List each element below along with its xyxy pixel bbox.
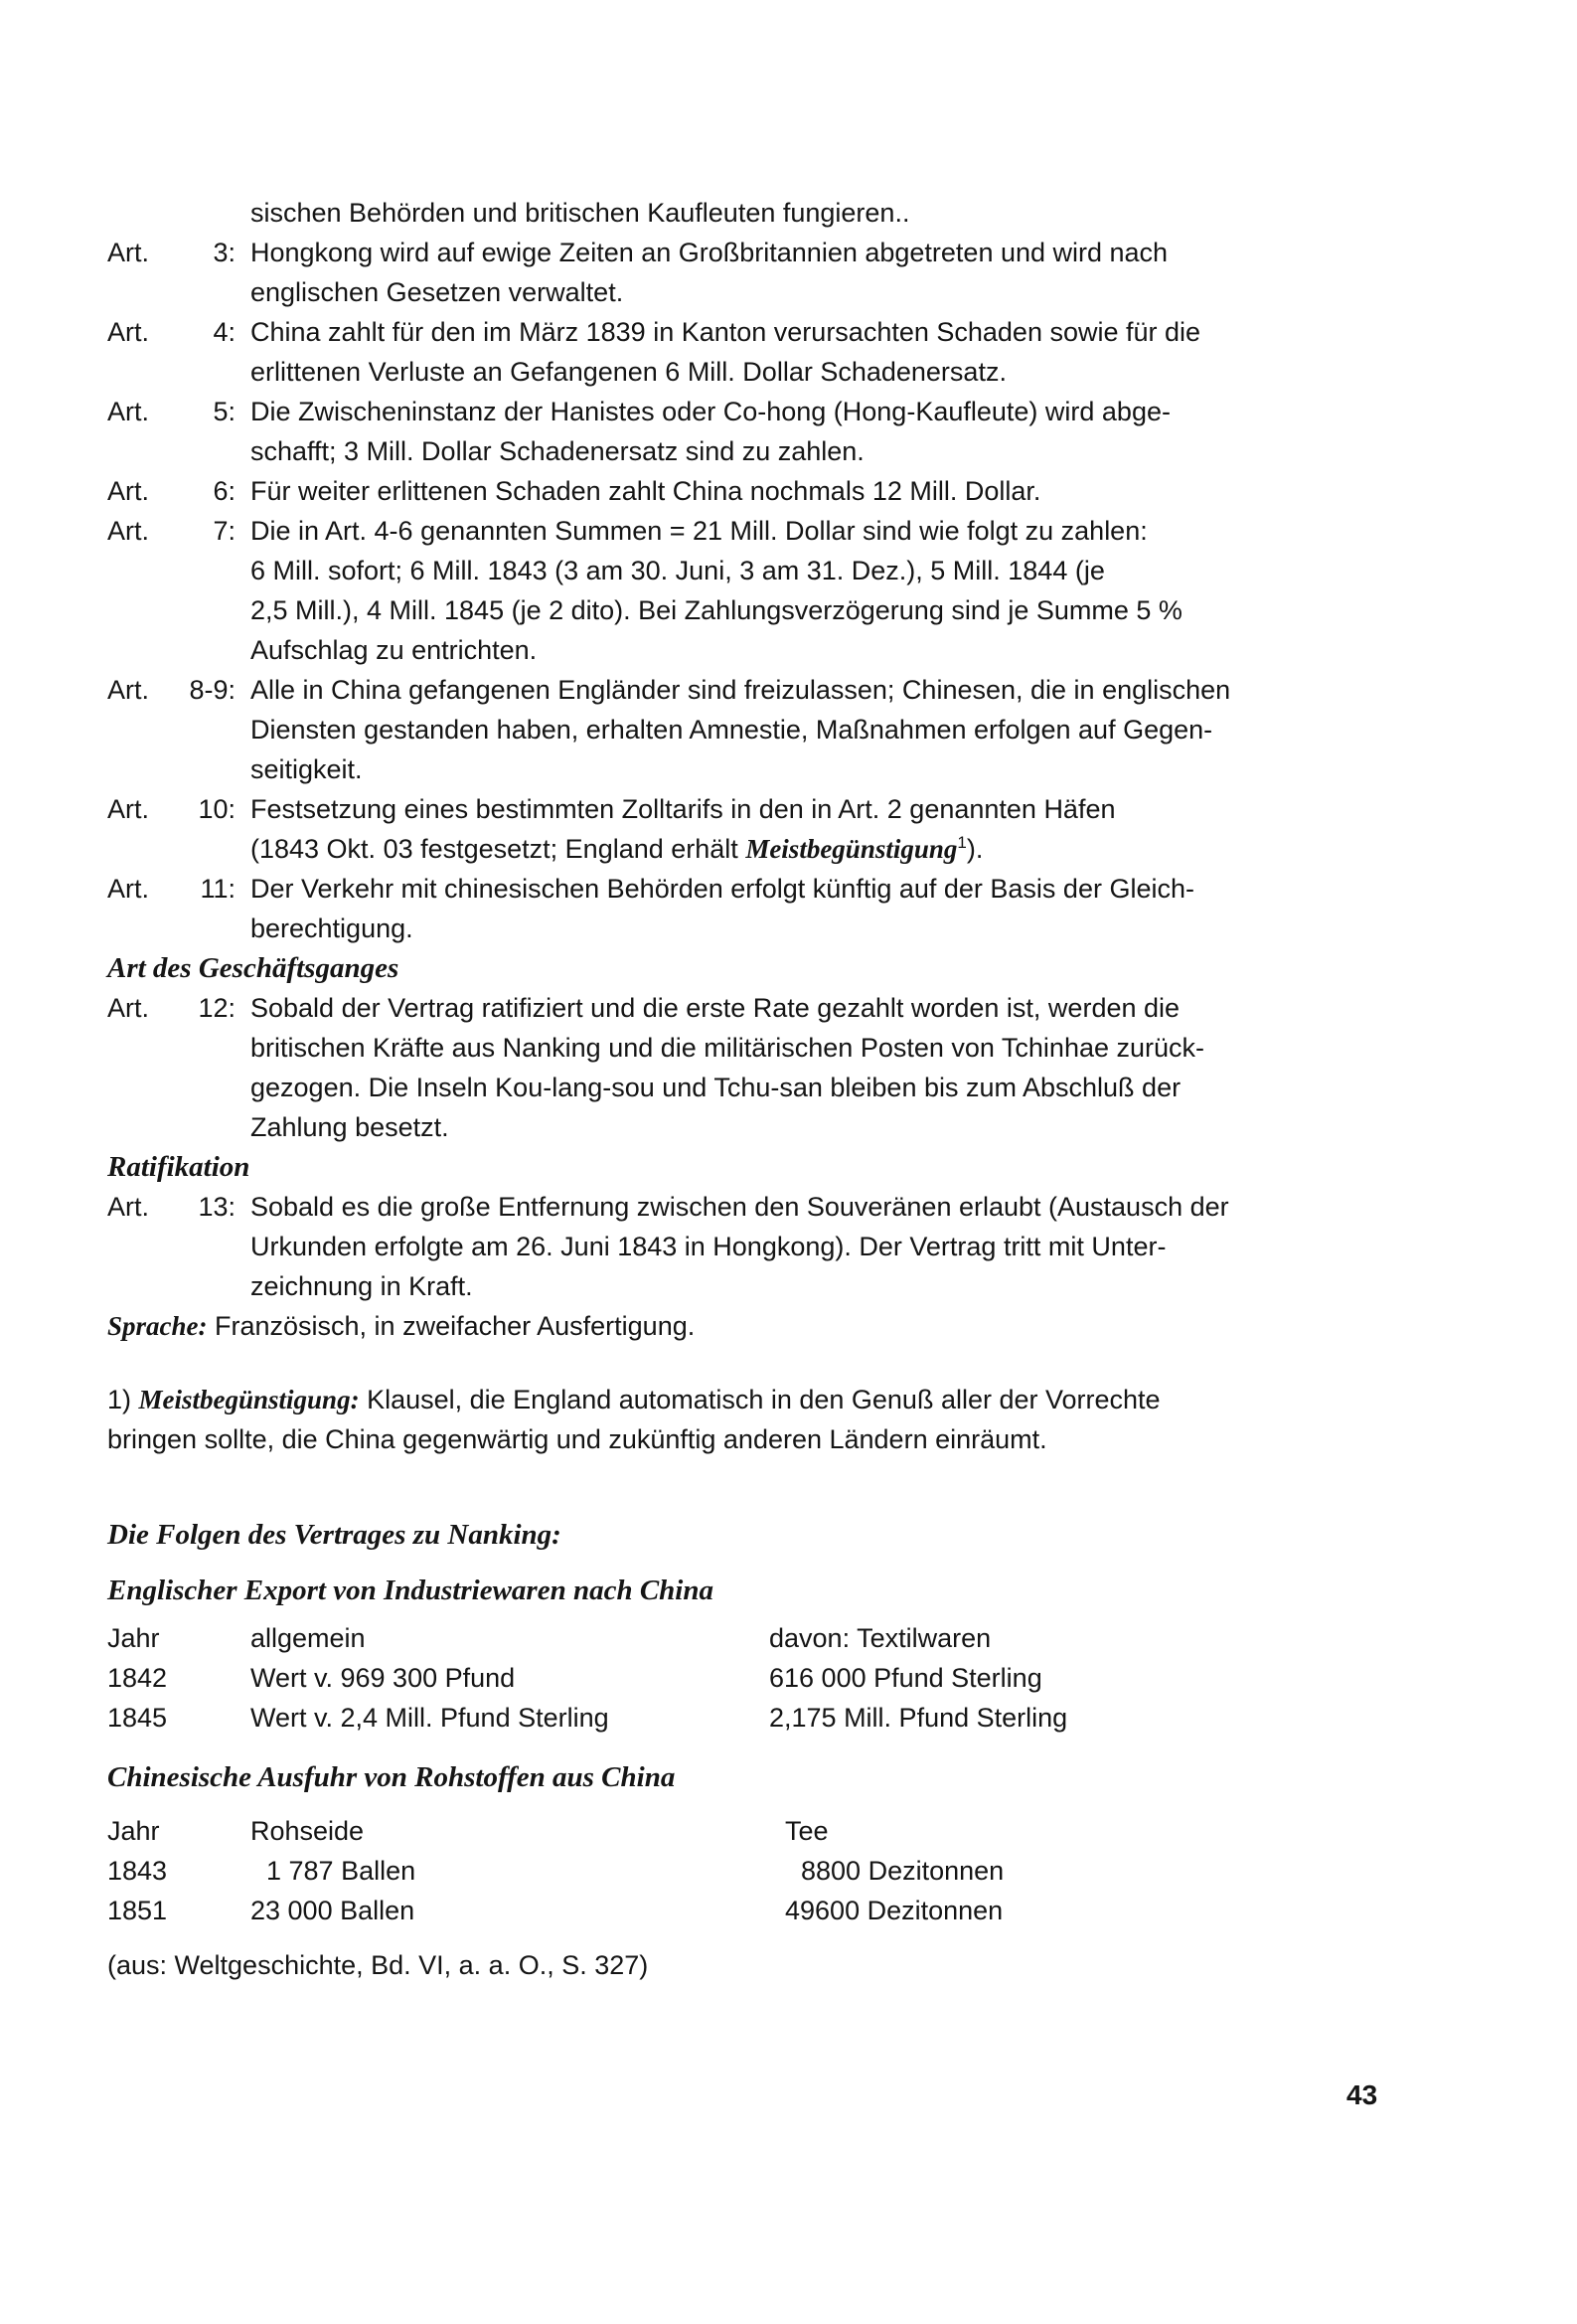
article-text-continuation: zeichnung in Kraft.	[250, 1271, 473, 1301]
table-cell: 49600 Dezitonnen	[785, 1896, 1004, 1925]
treaty-articles	[107, 193, 1359, 789]
article-text: Festsetzung eines bestimmten Zolltarifs in den in Art. 2 genannten Häfen	[250, 794, 1116, 824]
ausfuhr-table	[107, 1811, 1004, 1930]
ausfuhr-table-wrap	[107, 1811, 1359, 1930]
table-cell: Wert v. 2,4 Mill. Pfund Sterling	[250, 1703, 609, 1733]
article-item	[107, 471, 1359, 511]
article-text-continuation: gezogen. Die Inseln Kou-lang-sou und Tchu-san bleiben bis zum Abschluß der	[250, 1073, 1182, 1102]
article-text: Hongkong wird auf ewige Zeiten an Großbritannien abgetreten und wird nach	[250, 238, 1169, 267]
article-number: 8-9:	[189, 675, 236, 705]
heading-ausfuhr: Chinesische Ausfuhr von Rohstoffen aus China	[107, 1761, 676, 1793]
article-text-continuation: Urkunden erfolgte am 26. Juni 1843 in Hongkong). Der Vertrag tritt mit Unter-	[250, 1232, 1167, 1261]
article-label: Art.	[107, 516, 150, 546]
article-13	[107, 1187, 1359, 1306]
article-text-continuation: englischen Gesetzen verwaltet.	[250, 277, 624, 307]
article-item	[107, 392, 1359, 471]
sprache-line	[107, 1306, 1359, 1346]
article-text-continuation: schafft; 3 Mill. Dollar Schadenersatz sind zu zahlen.	[250, 436, 865, 466]
article-text: sischen Behörden und britischen Kaufleuten fungieren..	[250, 198, 910, 228]
sprache-text: Französisch, in zweifacher Ausfertigung.	[207, 1311, 696, 1341]
article-label: Art.	[107, 317, 150, 347]
export-table-wrap	[107, 1618, 1359, 1738]
table-cell: 2,175 Mill. Pfund Sterling	[769, 1703, 1068, 1733]
article-label: Art.	[107, 794, 150, 824]
footnote-term: Meistbegünstigung:	[138, 1385, 360, 1414]
article-text: Sobald es die große Entfernung zwischen den Souveränen erlaubt (Austausch der	[250, 1192, 1229, 1222]
article-12	[107, 988, 1359, 1147]
article-text: ).	[966, 834, 984, 864]
footnote	[107, 1380, 1359, 1459]
article-text: (1843 Okt. 03 festgesetzt; England erhält	[250, 834, 746, 864]
table-header-row	[107, 1811, 1004, 1851]
table-header-cell: Jahr	[107, 1816, 160, 1846]
article-number: 3:	[213, 238, 236, 267]
table-cell: 1842	[107, 1663, 168, 1693]
article-number: 7:	[213, 516, 236, 546]
table-cell: Wert v. 969 300 Pfund	[250, 1663, 516, 1693]
article-number: 13:	[198, 1192, 236, 1222]
table-cell: 1843	[107, 1856, 168, 1886]
article-label: Art.	[107, 993, 150, 1023]
footnote-text: bringen sollte, die China gegenwärtig und zukünftig anderen Ländern einräumt.	[107, 1424, 1047, 1454]
article-item	[107, 193, 1359, 233]
article-text-continuation: erlittenen Verluste an Gefangenen 6 Mill. Dollar Schadenersatz.	[250, 357, 1007, 387]
article-number: 5:	[213, 397, 236, 426]
article-text: Die in Art. 4-6 genannten Summen = 21 Mill. Dollar sind wie folgt zu zahlen:	[250, 516, 1148, 546]
export-table	[107, 1618, 1067, 1738]
article-item	[107, 312, 1359, 392]
table-row	[107, 1851, 1004, 1891]
article-text-continuation: berechtigung.	[250, 913, 413, 943]
table-cell: 616 000 Pfund Sterling	[769, 1663, 1042, 1693]
table-row	[107, 1891, 1004, 1930]
article-text-continuation: britischen Kräfte aus Nanking und die militärischen Posten von Tchinhae zurück-	[250, 1033, 1205, 1063]
article-text-continuation	[107, 829, 1359, 869]
article-label: Art.	[107, 675, 150, 705]
heading-ratifikation: Ratifikation	[107, 1151, 250, 1183]
table-cell: 1845	[107, 1703, 168, 1733]
article-number: 6:	[213, 476, 236, 506]
sprache-label: Sprache:	[107, 1311, 208, 1341]
article-label: Art.	[107, 874, 150, 904]
table-row	[107, 1698, 1067, 1738]
source-citation: (aus: Weltgeschichte, Bd. VI, a. a. O., S. 327)	[107, 1950, 649, 1980]
article-item	[107, 670, 1359, 789]
article-label: Art.	[107, 476, 150, 506]
table-header-cell: allgemein	[250, 1623, 366, 1653]
page-number: 43	[1346, 2079, 1378, 2110]
term-meistbeguenstigung: Meistbegünstigung	[745, 834, 958, 864]
article-label	[107, 193, 169, 233]
article-label: Art.	[107, 238, 150, 267]
article-item	[107, 511, 1359, 670]
article-11	[107, 869, 1359, 948]
article-text: Alle in China gefangenen Engländer sind freizulassen; Chinesen, die in englischen	[250, 675, 1231, 705]
table-cell: 1 787 Ballen	[266, 1856, 416, 1886]
article-number	[169, 193, 250, 233]
article-10	[107, 789, 1359, 869]
article-label: Art.	[107, 1192, 150, 1222]
heading-geschaeftsgang: Art des Geschäftsganges	[107, 952, 399, 984]
footnote-marker: 1	[957, 833, 967, 852]
article-text-continuation: 2,5 Mill.), 4 Mill. 1845 (je 2 dito). Bei Zahlungsverzögerung sind je Summe 5 %	[250, 595, 1183, 625]
article-label: Art.	[107, 397, 150, 426]
article-text: Sobald der Vertrag ratifiziert und die erste Rate gezahlt worden ist, werden die	[250, 993, 1181, 1023]
article-number: 4:	[213, 317, 236, 347]
table-header-cell: Rohseide	[250, 1816, 365, 1846]
table-cell: 23 000 Ballen	[250, 1896, 415, 1925]
article-text-continuation: seitigkeit.	[250, 754, 363, 784]
table-header-cell: Jahr	[107, 1623, 160, 1653]
article-text: Für weiter erlittenen Schaden zahlt China nochmals 12 Mill. Dollar.	[250, 476, 1041, 506]
heading-folgen: Die Folgen des Vertrages zu Nanking:	[107, 1519, 561, 1551]
article-text-continuation: Aufschlag zu entrichten.	[250, 635, 538, 665]
article-text-continuation: Diensten gestanden haben, erhalten Amnestie, Maßnahmen erfolgen auf Gegen-	[250, 715, 1213, 745]
article-number: 11:	[200, 874, 236, 904]
table-header-cell: Tee	[785, 1816, 829, 1846]
table-row	[107, 1658, 1067, 1698]
article-text-continuation: Zahlung besetzt.	[250, 1112, 449, 1142]
footnote-text: Klausel, die England automatisch in den Genuß aller der Vorrechte	[359, 1385, 1161, 1414]
article-number: 10:	[198, 794, 236, 824]
table-cell: 1851	[107, 1896, 168, 1925]
article-text: China zahlt für den im März 1839 in Kanton verursachten Schaden sowie für die	[250, 317, 1201, 347]
table-header-cell: davon: Textilwaren	[769, 1623, 992, 1653]
article-item	[107, 233, 1359, 312]
table-cell: 8800 Dezitonnen	[801, 1856, 1005, 1886]
article-number: 12:	[198, 993, 236, 1023]
footnote-number: 1)	[107, 1385, 139, 1414]
article-text: Der Verkehr mit chinesischen Behörden erfolgt künftig auf der Basis der Gleich-	[250, 874, 1194, 904]
article-text-continuation: 6 Mill. sofort; 6 Mill. 1843 (3 am 30. Juni, 3 am 31. Dez.), 5 Mill. 1844 (je	[250, 556, 1105, 585]
table-header-row	[107, 1618, 1067, 1658]
heading-export: Englischer Export von Industriewaren nach China	[107, 1575, 713, 1606]
article-text: Die Zwischeninstanz der Hanistes oder Co-hong (Hong-Kaufleute) wird abge-	[250, 397, 1171, 426]
